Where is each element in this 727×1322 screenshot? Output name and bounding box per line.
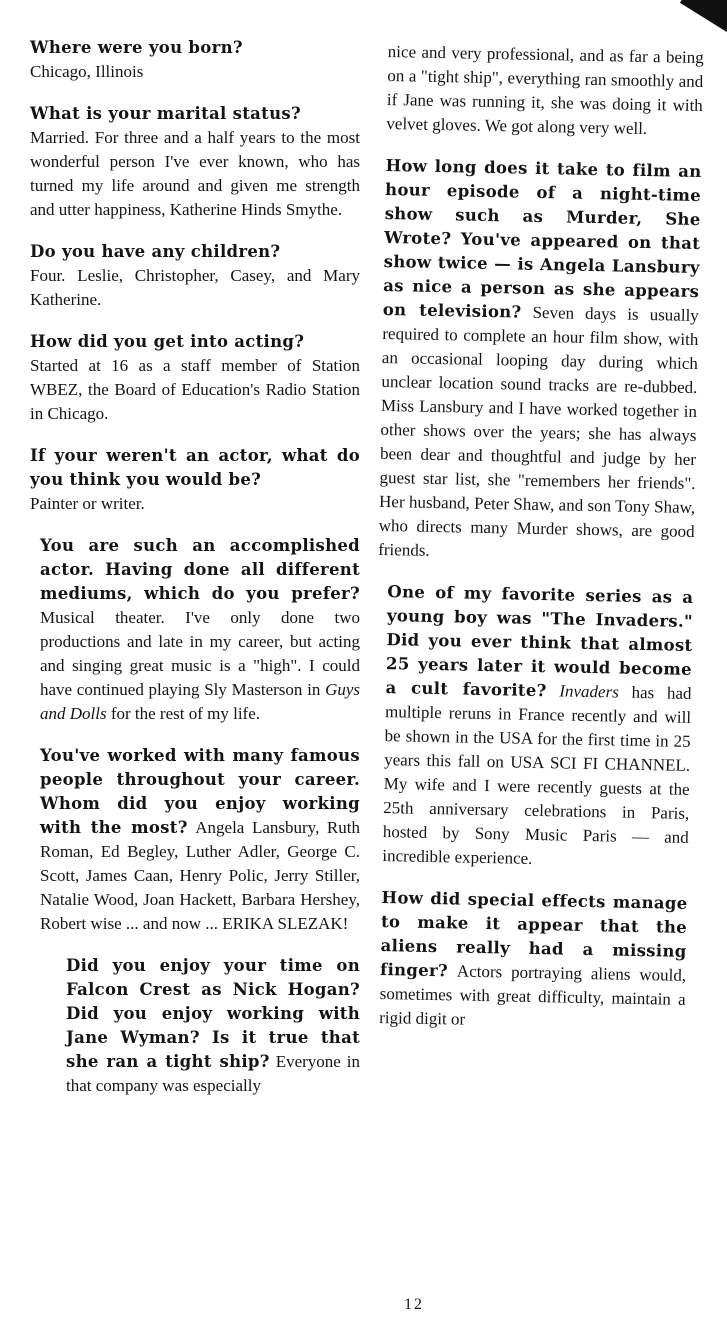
answer: Seven days is usually required to complete an hour film show, with an occasional looping day during which unclear location sound tracks are re-dubbed. Miss Lansbury and I have worked together in other shows over the years; she has always been dear and thoughtful and judge by her guest star list, she "remembers her friends". Her husband, Peter Shaw, and son Tony Shaw, who directs many Murder shows, are good friends. — [378, 302, 699, 560]
question: Do you have any children? — [30, 242, 281, 261]
qa-the-invaders — [372, 580, 693, 874]
question: How did special effects manage to make it appear that the aliens really had a missing finger? — [379, 888, 688, 981]
qa-marital-status — [30, 102, 360, 222]
qa-children — [30, 240, 360, 312]
answer: Started at 16 as a staff member of Station WBEZ, the Board of Education's Radio Station in Chicago. — [30, 356, 360, 423]
qa-preferred-medium — [30, 534, 360, 726]
answer: for the rest of my life. — [110, 704, 261, 723]
left-column — [30, 36, 360, 1116]
corner-mark — [680, 0, 727, 35]
answer: Actors portraying aliens would, sometimes with great difficulty, maintain a rigid digit or — [379, 961, 687, 1029]
qa-acting-start — [30, 330, 360, 426]
qa-birthplace — [30, 36, 360, 84]
qa-alternative-career — [30, 444, 360, 516]
answer: has had multiple reruns in France recently and will be shown in the USA for the first time in 25 years this fall on USA SCI FI CHANNEL. My wife and I were recently guests at the 25th anniversary celebrations in Paris, hosted by Sony Music Paris — and incredible experience. — [382, 682, 692, 868]
qa-murder-she-wrote — [378, 154, 702, 568]
answer: nice and very professional, and as far a being on a "tight ship", everything ran smoothly and if Jane was running it, she was doing it with velvet gloves. We got along very well. — [386, 41, 704, 138]
answer-title: Invaders — [559, 681, 619, 702]
question: If your weren't an actor, what do you think you would be? — [30, 446, 360, 489]
continued-answer — [386, 40, 704, 142]
answer: Angela Lansbury, Ruth Roman, Ed Begley, Luther Adler, George C. Scott, James Caan, Henry Polic, Jerry Stiller, Natalie Wood, Joan Hackett, Barbara Hershey, Robert wise ... and now ... ERIKA SLEZAK! — [40, 818, 360, 933]
answer: Married. For three and a half years to the most wonderful person I've ever known, who has turned my life around and given me strength and utter happiness, Katherine Hinds Smythe. — [30, 128, 360, 219]
right-column — [369, 40, 704, 1054]
answer: Four. Leslie, Christopher, Casey, and Mary Katherine. — [30, 266, 360, 309]
answer: Chicago, Illinois — [30, 62, 144, 81]
qa-falcon-crest — [30, 954, 360, 1098]
qa-famous-people — [30, 744, 360, 936]
qa-special-effects — [369, 886, 688, 1036]
answer-title: Guys and Dolls — [40, 680, 361, 723]
question: Did you enjoy your time on Falcon Crest as Nick Hogan? Did you enjoy working with Jane Wyman? Is it true that she ran a tight ship? — [66, 956, 360, 1071]
answer: Everyone in that company was especially — [66, 1052, 361, 1095]
question: How did you get into acting? — [30, 332, 305, 351]
page-number: 12 — [404, 1296, 424, 1313]
question: How long does it take to film an hour episode of a night-time show such as Murder, She Wrote? You've appeared on that show twice — is Angela Lansbury as nice a person as she appears on television? — [382, 155, 702, 322]
answer: Musical theater. I've only done two productions and late in my career, but acting and singing great music is a "high". I could have continued playing Sly Masterson in — [40, 608, 360, 699]
question: You are such an accomplished actor. Having done all different mediums, which do you prefer? — [40, 536, 360, 603]
question: You've worked with many famous people throughout your career. Whom did you enjoy working with the most? — [40, 746, 360, 837]
question: One of my favorite series as a young boy was "The Invaders." Did you ever think that almost 25 years later it would become a cult favorite? — [385, 582, 694, 701]
question: What is your marital status? — [30, 104, 301, 123]
answer: Painter or writer. — [30, 494, 145, 513]
question: Where were you born? — [30, 38, 243, 57]
